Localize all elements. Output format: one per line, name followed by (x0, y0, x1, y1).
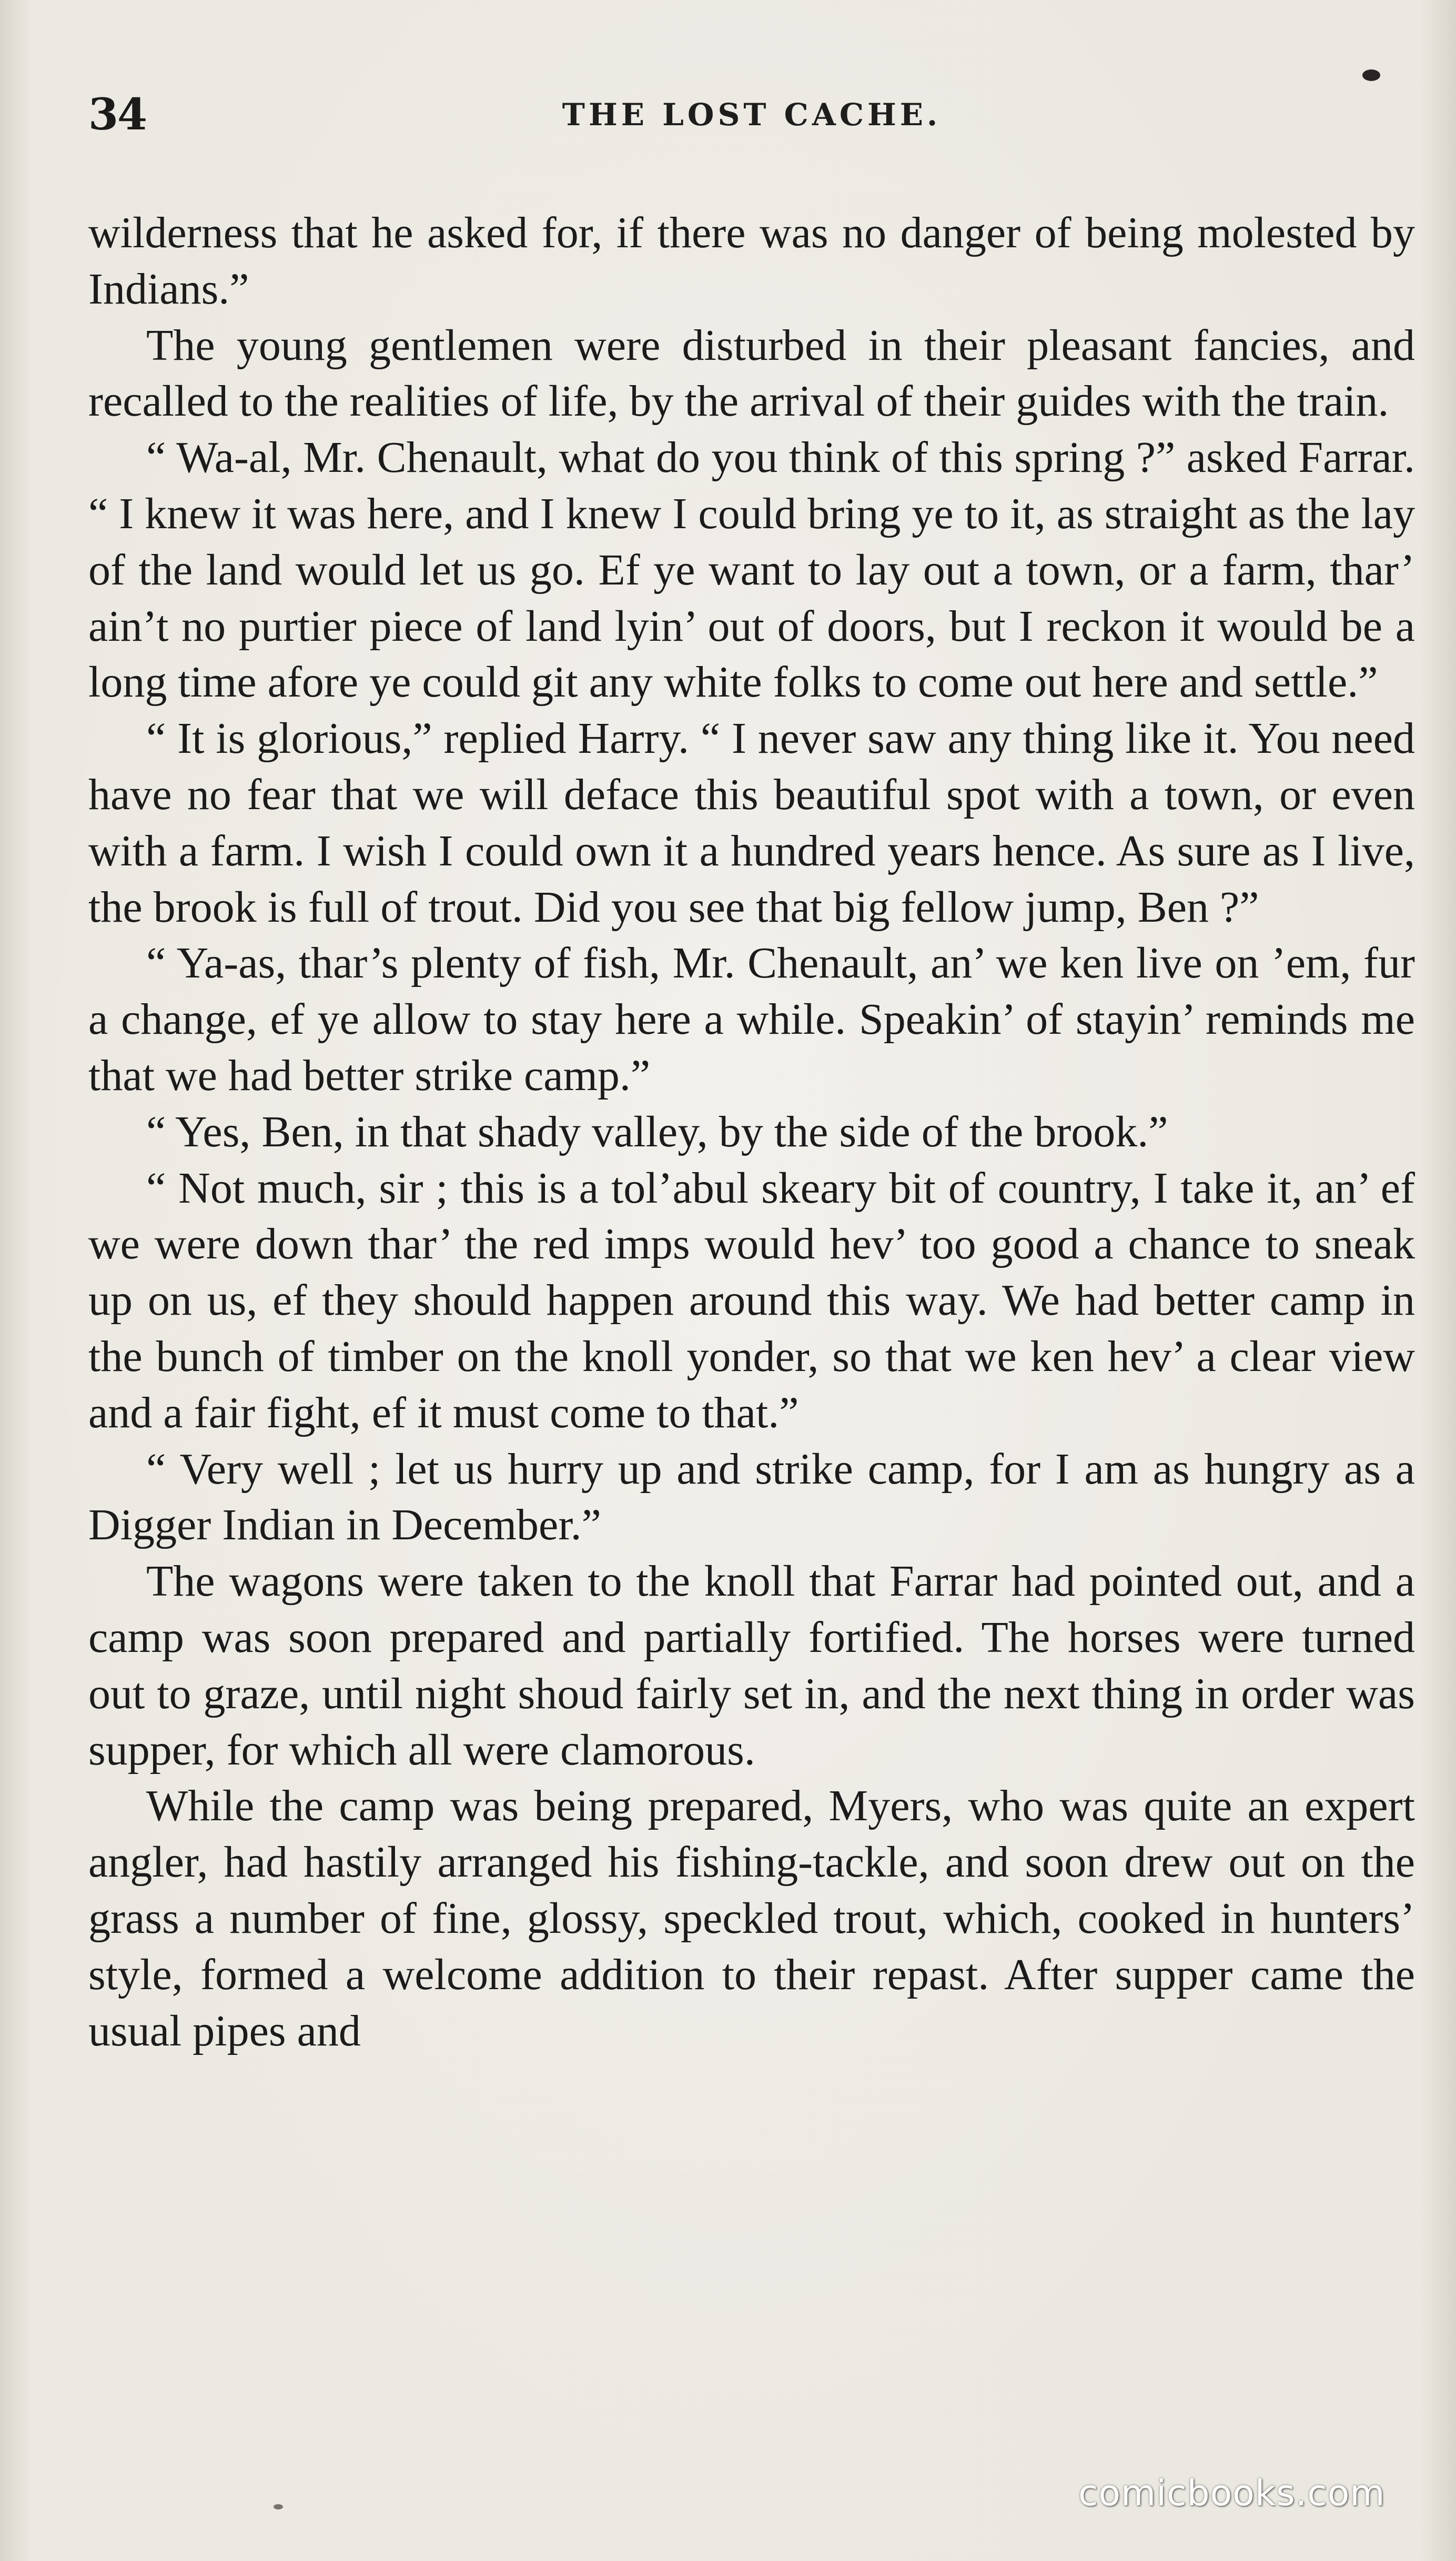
watermark: comicbooks.com (1078, 2473, 1386, 2514)
page-number: 34 (88, 89, 147, 140)
paragraph: “ It is glorious,” replied Harry. “ I never saw any thing like it. You need have no fear that we will deface this beautiful spot with a town, or even with a farm. I wish I could own it a hundred years hence. As sure as I live, the brook is full of trout. Did you see that big fellow jump, Ben ?” (88, 714, 1415, 932)
running-head: THE LOST CACHE. (562, 97, 942, 133)
paragraph: “ Yes, Ben, in that shady valley, by the side of the brook.” (146, 1107, 1168, 1156)
paragraph: “ Ya-as, thar’s plenty of fish, Mr. Chenault, an’ we ken live on ’em, fur a change, ef ye allow to stay here a while. Speakin’ of stayin’ reminds me that we had better strike camp.” (88, 939, 1415, 1100)
body-text (88, 205, 1415, 2059)
ink-speck (1362, 69, 1380, 81)
paragraph: wilderness that he asked for, if there was no danger of being molested by Indians.” (88, 208, 1415, 314)
paragraph: While the camp was being prepared, Myers, who was quite an expert angler, had hastily arranged his fishing-tackle, and soon drew out on the grass a number of fine, glossy, speckled trout, which, cooked in hunters’ style, formed a welcome addition to their repast. After supper came the usual pipes and (88, 1781, 1415, 2055)
ink-speck (274, 2504, 283, 2509)
paragraph: The young gentlemen were disturbed in their pleasant fancies, and recalled to the realities of life, by the arrival of their guides with the train. (88, 320, 1415, 426)
page-header (88, 89, 1415, 147)
paragraph: “ Not much, sir ; this is a tol’abul skeary bit of country, I take it, an’ ef we were down thar’ the red imps would hev’ too good a chance to sneak up on us, ef they should happen around this way. We had better camp in the bunch of timber on the knoll yonder, so that we ken hev’ a clear view and a fair fight, ef it must come to that.” (88, 1163, 1415, 1437)
paragraph: The wagons were taken to the knoll that Farrar had pointed out, and a camp was soon prepared and partially fortified. The horses were turned out to graze, until night shoud fairly set in, and the next thing in order was supper, for which all were clamorous. (88, 1557, 1415, 1774)
paragraph: “ Very well ; let us hurry up and strike camp, for I am as hungry as a Digger Indian in December.” (88, 1444, 1415, 1550)
paragraph: “ Wa-al, Mr. Chenault, what do you think of this spring ?” asked Farrar. “ I knew it was here, and I knew I could bring ye to it, as straight as the lay of the land would let us go. Ef ye want to lay out a town, or a farm, thar’ ain’t no purtier piece of land lyin’ out of doors, but I reckon it would be a long time afore ye could git any white folks to come out here and settle.” (88, 433, 1415, 707)
